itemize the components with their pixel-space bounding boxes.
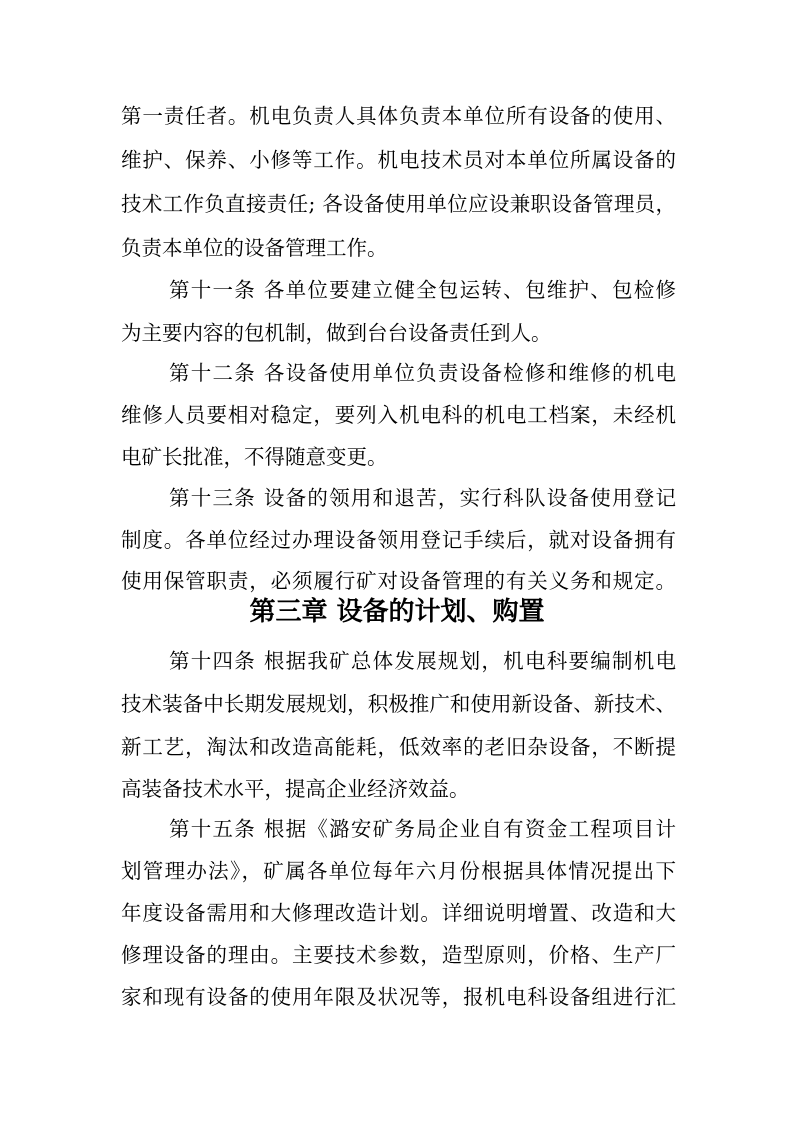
text-line: 技术工作负直接责任; 各设备使用单位应设兼职设备管理员，: [121, 192, 676, 216]
text-line: 负责本单位的设备管理工作。: [121, 236, 388, 260]
text-line: 高装备技术水平，提高企业经济效益。: [121, 777, 470, 801]
text-line: 新工艺，淘汰和改造高能耗，低效率的老旧杂设备，不断提: [121, 735, 676, 759]
text-line: 使用保管职责，必须履行矿对设备管理的有关义务和规定。: [121, 569, 676, 593]
text-line: 划管理办法》，矿属各单位每年六月份根据具体情况提出下: [121, 859, 676, 883]
text-line: 为主要内容的包机制，做到台台设备责任到人。: [121, 321, 552, 345]
text-line: 制度。各单位经过办理设备领用登记手续后，就对设备拥有: [121, 528, 676, 552]
text-line: 年度设备需用和大修理改造计划。详细说明增置、改造和大: [121, 901, 676, 925]
text-line: 技术装备中长期发展规划，积极推广和使用新设备、新技术、: [121, 692, 676, 716]
article-14-line: 第十四条 根据我矿总体发展规划，机电科要编制机电: [169, 649, 676, 673]
article-13-line: 第十三条 设备的领用和退苦，实行科队设备使用登记: [169, 486, 676, 510]
text-line: 维护、保养、小修等工作。机电技术员对本单位所属设备的: [121, 148, 676, 172]
text-line: 电矿长批准，不得随意变更。: [121, 445, 388, 469]
text-line: 家和现有设备的使用年限及状况等，报机电科设备组进行汇: [121, 985, 676, 1009]
chapter-title: 第三章 设备的计划、购置: [249, 597, 545, 627]
text-line: 维修人员要相对稳定，要列入机电科的机电工档案，未经机: [121, 403, 676, 427]
text-line: 修理设备的理由。主要技术参数，造型原则，价格、生产厂: [121, 943, 676, 967]
article-11-line: 第十一条 各单位要建立健全包运转、包维护、包检修: [169, 278, 676, 302]
text-line: 第一责任者。机电负责人具体负责本单位所有设备的使用、: [121, 104, 676, 128]
article-15-line: 第十五条 根据《潞安矿务局企业自有资金工程项目计: [169, 817, 676, 841]
article-12-line: 第十二条 各设备使用单位负责设备检修和维修的机电: [169, 361, 676, 385]
